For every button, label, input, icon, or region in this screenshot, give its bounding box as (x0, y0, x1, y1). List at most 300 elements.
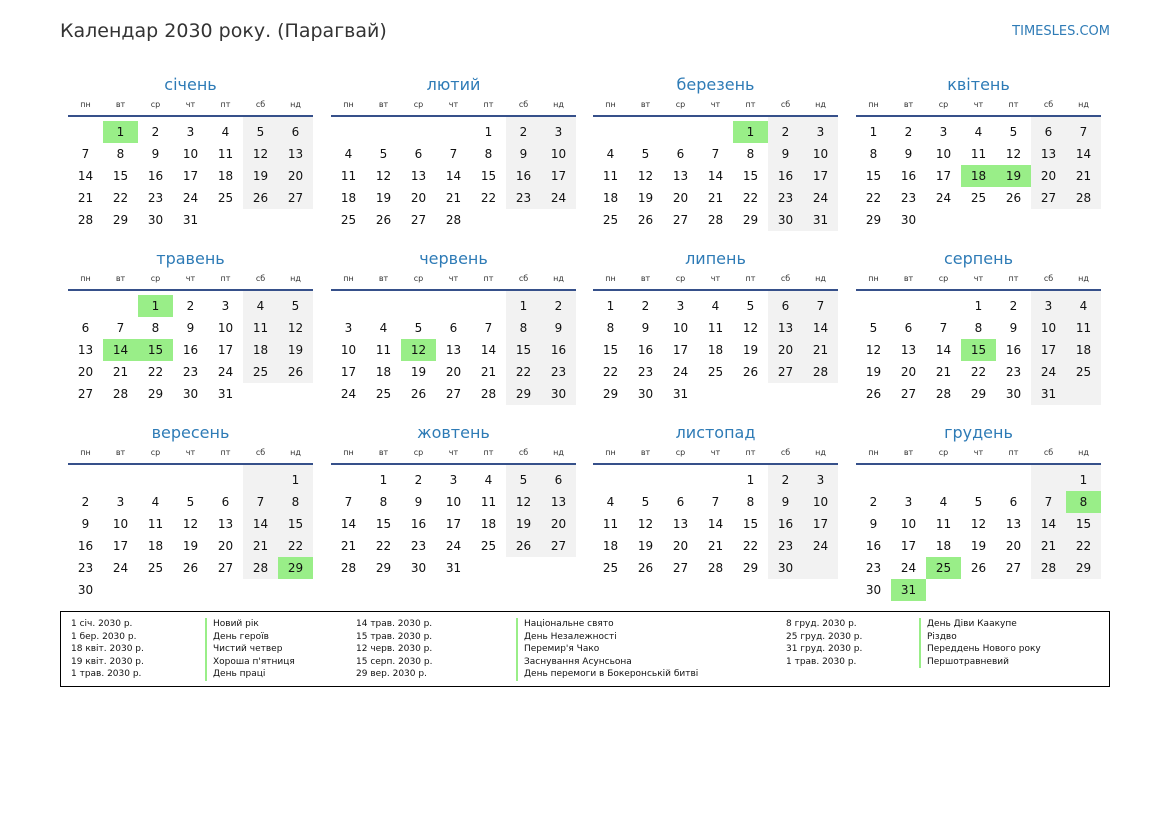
day-cell: 17 (672, 343, 689, 357)
day-cell: 15 (112, 169, 129, 183)
day-cell: 31 (217, 387, 234, 401)
day-cell: 30 (147, 213, 164, 227)
day-cell: 2 (81, 495, 90, 509)
day-cell: 23 (777, 539, 794, 553)
day-cell: 12 (637, 169, 654, 183)
day-cell: 18 (252, 343, 269, 357)
day-cell: 26 (1005, 191, 1022, 205)
day-cell: 21 (340, 539, 357, 553)
day-cell: 2 (1009, 299, 1018, 313)
legend-holiday-name: Новий рік (205, 618, 295, 631)
day-cell: 27 (672, 561, 689, 575)
legend-date-column (71, 618, 144, 681)
weekday-label: вт (640, 448, 651, 457)
day-cell: 7 (1079, 125, 1088, 139)
legend-holiday-name: Національне свято (516, 618, 698, 631)
day-cell: 4 (484, 473, 493, 487)
day-cell: 3 (221, 299, 230, 313)
weekday-label: ср (413, 448, 424, 457)
day-cell: 26 (287, 365, 304, 379)
day-cell: 23 (1005, 365, 1022, 379)
day-cell: 22 (287, 539, 304, 553)
day-cell: 6 (676, 495, 685, 509)
day-cell: 11 (935, 517, 952, 531)
day-cell: 24 (340, 387, 357, 401)
day-cell: 5 (256, 125, 265, 139)
weekday-header (856, 100, 1101, 114)
holiday-day-cell: 31 (891, 579, 926, 601)
day-cell: 24 (550, 191, 567, 205)
weekday-header (856, 274, 1101, 288)
day-cell: 2 (869, 495, 878, 509)
day-cell: 18 (480, 517, 497, 531)
day-cell: 3 (554, 125, 563, 139)
legend-date: 29 вер. 2030 р. (356, 669, 427, 679)
weekday-label: сб (518, 274, 529, 283)
day-cell: 2 (151, 125, 160, 139)
day-cell: 21 (1040, 539, 1057, 553)
day-cell: 9 (186, 321, 195, 335)
weekday-label: чт (185, 448, 196, 457)
weekday-label: чт (973, 100, 984, 109)
weekday-label: пт (1008, 274, 1019, 283)
day-cell: 8 (519, 321, 528, 335)
weekday-header (856, 448, 1101, 462)
day-cell: 23 (182, 365, 199, 379)
day-cell: 18 (935, 539, 952, 553)
day-cell: 21 (707, 191, 724, 205)
weekday-label: сб (1043, 448, 1054, 457)
legend-date: 8 груд. 2030 р. (786, 619, 857, 629)
day-cell: 2 (781, 473, 790, 487)
weekday-label: пт (745, 100, 756, 109)
day-cell: 5 (869, 321, 878, 335)
day-cell: 24 (445, 539, 462, 553)
weekday-label: пн (343, 448, 354, 457)
holiday-day-cell: 19 (996, 165, 1031, 187)
weekday-label: вт (115, 448, 126, 457)
day-cell: 1 (519, 299, 528, 313)
day-cell: 24 (812, 191, 829, 205)
day-cell: 24 (182, 191, 199, 205)
day-cell: 28 (935, 387, 952, 401)
day-cell: 31 (445, 561, 462, 575)
day-cell: 15 (865, 169, 882, 183)
month-name: червень (419, 249, 488, 268)
weekday-label: сб (255, 274, 266, 283)
day-cell: 3 (186, 125, 195, 139)
day-cell: 6 (1044, 125, 1053, 139)
day-cell: 10 (550, 147, 567, 161)
weekday-label: пт (1008, 100, 1019, 109)
day-cell: 27 (1005, 561, 1022, 575)
day-cell: 31 (672, 387, 689, 401)
day-cell: 25 (707, 365, 724, 379)
day-cell: 8 (746, 147, 755, 161)
day-cell: 2 (414, 473, 423, 487)
day-cell: 14 (252, 517, 269, 531)
day-cell: 14 (935, 343, 952, 357)
weekday-label: ср (675, 100, 686, 109)
day-cell: 5 (974, 495, 983, 509)
weekday-label: сб (780, 100, 791, 109)
day-cell: 9 (151, 147, 160, 161)
day-cell: 9 (641, 321, 650, 335)
day-cell: 28 (707, 561, 724, 575)
day-cell: 20 (672, 191, 689, 205)
weekday-label: сб (780, 274, 791, 283)
day-cell: 4 (939, 495, 948, 509)
day-cell: 20 (77, 365, 94, 379)
weekday-label: сб (518, 448, 529, 457)
day-cell: 15 (1075, 517, 1092, 531)
day-cell: 28 (707, 213, 724, 227)
day-cell: 23 (515, 191, 532, 205)
day-cell: 12 (375, 169, 392, 183)
legend-holiday-name: День героїв (205, 631, 295, 644)
day-cell: 19 (865, 365, 882, 379)
weekday-label: пт (745, 448, 756, 457)
weekday-label: нд (1078, 100, 1089, 109)
day-cell: 26 (970, 561, 987, 575)
day-cell: 17 (217, 343, 234, 357)
day-cell: 15 (480, 169, 497, 183)
day-cell: 29 (1075, 561, 1092, 575)
weekday-label: чт (710, 100, 721, 109)
day-cell: 27 (777, 365, 794, 379)
day-cell: 13 (777, 321, 794, 335)
day-cell: 10 (112, 517, 129, 531)
month-name: березень (676, 75, 755, 94)
day-cell: 28 (252, 561, 269, 575)
day-cell: 3 (816, 473, 825, 487)
day-cell: 23 (410, 539, 427, 553)
day-cell: 10 (1040, 321, 1057, 335)
day-cell: 5 (291, 299, 300, 313)
month-name: травень (156, 249, 225, 268)
day-cell: 31 (812, 213, 829, 227)
day-cell: 15 (742, 169, 759, 183)
day-cell: 21 (812, 343, 829, 357)
day-cell: 2 (781, 125, 790, 139)
weekday-header (68, 100, 313, 114)
day-cell: 4 (221, 125, 230, 139)
day-cell: 6 (414, 147, 423, 161)
day-cell: 24 (900, 561, 917, 575)
day-cell: 22 (865, 191, 882, 205)
day-cell: 26 (252, 191, 269, 205)
day-cell: 14 (707, 169, 724, 183)
legend-date: 19 квіт. 2030 р. (71, 656, 144, 667)
legend-name-column (205, 618, 295, 681)
day-cell: 12 (637, 517, 654, 531)
day-cell: 8 (974, 321, 983, 335)
day-cell: 19 (742, 343, 759, 357)
weekday-label: чт (448, 100, 459, 109)
day-cell: 18 (602, 191, 619, 205)
day-cell: 17 (812, 169, 829, 183)
day-cell: 20 (777, 343, 794, 357)
weekday-label: пт (1008, 448, 1019, 457)
weekday-label: нд (290, 274, 301, 283)
day-cell: 11 (252, 321, 269, 335)
weekday-label: вт (640, 100, 651, 109)
legend-name-column (516, 618, 698, 681)
weekday-label: пн (605, 448, 616, 457)
day-cell: 16 (777, 169, 794, 183)
day-cell: 27 (1040, 191, 1057, 205)
day-cell: 1 (484, 125, 493, 139)
day-cell: 4 (151, 495, 160, 509)
day-cell: 18 (340, 191, 357, 205)
weekday-label: вт (903, 448, 914, 457)
weekday-label: пн (343, 100, 354, 109)
day-cell: 16 (147, 169, 164, 183)
day-cell: 3 (676, 299, 685, 313)
day-cell: 14 (480, 343, 497, 357)
weekday-header (593, 448, 838, 462)
weekday-label: чт (185, 100, 196, 109)
day-cell: 6 (554, 473, 563, 487)
day-cell: 3 (816, 125, 825, 139)
weekday-header (593, 274, 838, 288)
day-cell: 4 (711, 299, 720, 313)
weekday-label: чт (710, 274, 721, 283)
day-cell: 8 (606, 321, 615, 335)
day-cell: 7 (344, 495, 353, 509)
day-cell: 6 (291, 125, 300, 139)
weekday-label: пт (483, 100, 494, 109)
day-cell: 26 (637, 213, 654, 227)
day-cell: 12 (742, 321, 759, 335)
weekday-label: пн (605, 274, 616, 283)
day-cell: 7 (256, 495, 265, 509)
legend-date: 1 бер. 2030 р. (71, 631, 137, 642)
weekday-label: ср (675, 448, 686, 457)
day-cell: 22 (742, 539, 759, 553)
day-cell: 3 (116, 495, 125, 509)
holiday-legend (60, 611, 1110, 687)
day-cell: 23 (637, 365, 654, 379)
weekday-label: вт (903, 274, 914, 283)
day-cell: 17 (112, 539, 129, 553)
day-cell: 20 (900, 365, 917, 379)
day-cell: 28 (445, 213, 462, 227)
day-cell: 6 (676, 147, 685, 161)
weekday-label: вт (378, 448, 389, 457)
day-cell: 7 (81, 147, 90, 161)
day-cell: 1 (746, 473, 755, 487)
day-cell: 15 (375, 517, 392, 531)
holiday-day-cell: 29 (278, 557, 313, 579)
day-cell: 7 (816, 299, 825, 313)
day-cell: 5 (1009, 125, 1018, 139)
day-cell: 16 (865, 539, 882, 553)
month-name: липень (685, 249, 746, 268)
legend-date: 18 квіт. 2030 р. (71, 644, 144, 654)
day-cell: 13 (672, 169, 689, 183)
day-cell: 3 (904, 495, 913, 509)
day-cell: 4 (606, 495, 615, 509)
weekday-label: нд (815, 274, 826, 283)
holiday-day-cell: 25 (926, 557, 961, 579)
weekday-label: пт (745, 274, 756, 283)
weekday-label: чт (448, 274, 459, 283)
weekday-label: ср (938, 100, 949, 109)
day-cell: 30 (77, 583, 94, 597)
weekday-label: вт (115, 274, 126, 283)
day-cell: 5 (379, 147, 388, 161)
weekday-header (331, 448, 576, 462)
day-cell: 29 (742, 561, 759, 575)
day-cell: 20 (672, 539, 689, 553)
day-cell: 29 (742, 213, 759, 227)
day-cell: 21 (480, 365, 497, 379)
day-cell: 8 (151, 321, 160, 335)
legend-date-column (786, 618, 862, 668)
day-cell: 10 (445, 495, 462, 509)
day-cell: 11 (147, 517, 164, 531)
weekday-label: нд (290, 100, 301, 109)
day-cell: 19 (287, 343, 304, 357)
day-cell: 15 (602, 343, 619, 357)
weekday-label: сб (1043, 274, 1054, 283)
day-cell: 2 (554, 299, 563, 313)
day-cell: 10 (217, 321, 234, 335)
month-name: вересень (151, 423, 230, 442)
weekday-header (68, 448, 313, 462)
day-cell: 24 (112, 561, 129, 575)
day-cell: 16 (182, 343, 199, 357)
holiday-day-cell: 14 (103, 339, 138, 361)
day-cell: 6 (81, 321, 90, 335)
weekday-label: чт (185, 274, 196, 283)
day-cell: 19 (410, 365, 427, 379)
weekday-label: вт (115, 100, 126, 109)
day-cell: 5 (641, 495, 650, 509)
day-cell: 4 (974, 125, 983, 139)
day-cell: 27 (672, 213, 689, 227)
weekday-label: сб (255, 100, 266, 109)
day-cell: 21 (1075, 169, 1092, 183)
legend-date: 1 трав. 2030 р. (786, 656, 857, 667)
holiday-day-cell: 1 (733, 121, 768, 143)
day-cell: 10 (812, 495, 829, 509)
day-cell: 18 (1075, 343, 1092, 357)
day-cell: 15 (742, 517, 759, 531)
day-cell: 17 (340, 365, 357, 379)
day-cell: 6 (449, 321, 458, 335)
day-cell: 16 (900, 169, 917, 183)
day-cell: 26 (182, 561, 199, 575)
day-cell: 15 (287, 517, 304, 531)
weekday-header (68, 274, 313, 288)
weekday-label: ср (150, 100, 161, 109)
day-cell: 12 (182, 517, 199, 531)
weekday-label: нд (290, 448, 301, 457)
day-cell: 16 (515, 169, 532, 183)
day-cell: 27 (287, 191, 304, 205)
day-cell: 9 (1009, 321, 1018, 335)
day-cell: 18 (707, 343, 724, 357)
day-cell: 7 (484, 321, 493, 335)
day-cell: 25 (970, 191, 987, 205)
day-cell: 8 (869, 147, 878, 161)
day-cell: 10 (672, 321, 689, 335)
day-cell: 19 (375, 191, 392, 205)
day-cell: 2 (186, 299, 195, 313)
day-cell: 21 (112, 365, 129, 379)
weekday-header (331, 274, 576, 288)
day-cell: 13 (445, 343, 462, 357)
day-cell: 9 (414, 495, 423, 509)
day-cell: 19 (182, 539, 199, 553)
day-cell: 1 (1079, 473, 1088, 487)
day-cell: 29 (602, 387, 619, 401)
day-cell: 9 (904, 147, 913, 161)
day-cell: 22 (602, 365, 619, 379)
day-cell: 11 (375, 343, 392, 357)
day-cell: 27 (217, 561, 234, 575)
holiday-day-cell: 8 (1066, 491, 1101, 513)
day-cell: 14 (812, 321, 829, 335)
day-cell: 28 (1040, 561, 1057, 575)
weekday-label: пн (80, 274, 91, 283)
day-cell: 25 (375, 387, 392, 401)
day-cell: 16 (637, 343, 654, 357)
day-cell: 22 (147, 365, 164, 379)
day-cell: 11 (970, 147, 987, 161)
day-cell: 26 (865, 387, 882, 401)
day-cell: 29 (515, 387, 532, 401)
day-cell: 19 (970, 539, 987, 553)
day-cell: 29 (147, 387, 164, 401)
day-cell: 16 (410, 517, 427, 531)
weekday-label: чт (448, 448, 459, 457)
weekday-label: ср (413, 100, 424, 109)
day-cell: 3 (449, 473, 458, 487)
day-cell: 28 (112, 387, 129, 401)
day-cell: 5 (746, 299, 755, 313)
day-cell: 22 (375, 539, 392, 553)
legend-date: 15 серп. 2030 р. (356, 656, 433, 667)
day-cell: 29 (865, 213, 882, 227)
day-cell: 4 (344, 147, 353, 161)
day-cell: 22 (1075, 539, 1092, 553)
day-cell: 13 (77, 343, 94, 357)
weekday-label: пт (483, 274, 494, 283)
holiday-day-cell: 18 (961, 165, 996, 187)
weekday-label: ср (675, 274, 686, 283)
weekday-label: ср (413, 274, 424, 283)
day-cell: 8 (116, 147, 125, 161)
month-name: серпень (944, 249, 1013, 268)
day-cell: 10 (900, 517, 917, 531)
site-link[interactable]: TIMESLES.COM (1012, 24, 1110, 39)
weekday-label: нд (815, 100, 826, 109)
legend-holiday-name: Різдво (919, 631, 1041, 644)
day-cell: 9 (781, 147, 790, 161)
day-cell: 13 (900, 343, 917, 357)
day-cell: 6 (221, 495, 230, 509)
day-cell: 7 (449, 147, 458, 161)
day-cell: 17 (182, 169, 199, 183)
day-cell: 27 (445, 387, 462, 401)
day-cell: 26 (637, 561, 654, 575)
day-cell: 1 (379, 473, 388, 487)
day-cell: 17 (900, 539, 917, 553)
day-cell: 14 (77, 169, 94, 183)
